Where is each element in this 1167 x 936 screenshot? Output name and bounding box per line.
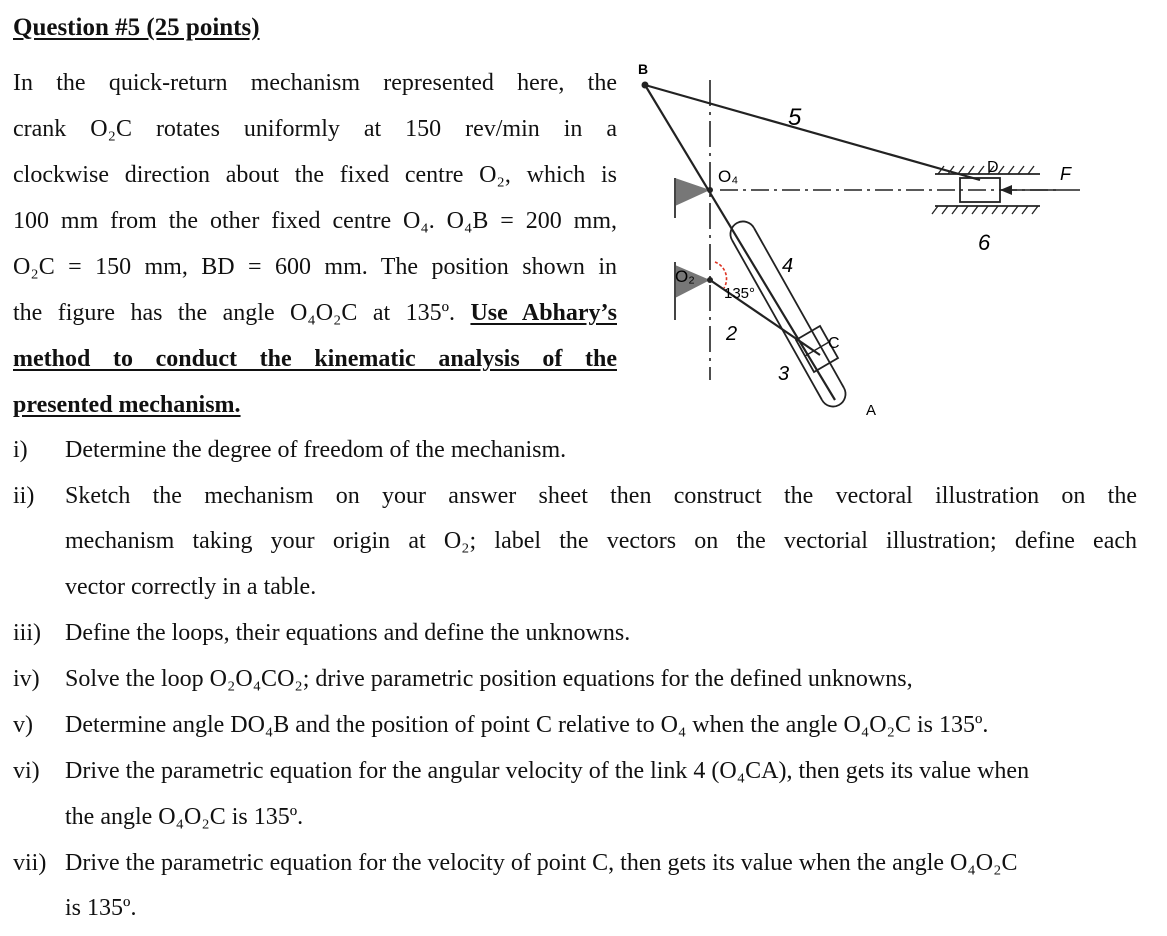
question-text: the angle O₄O₂C is 135º. xyxy=(65,804,304,830)
label-f: F xyxy=(1060,164,1071,184)
question-text: mechanism taking your origin at O₂; label the vectors on the vectorial illustration; define each xyxy=(65,528,1137,554)
question-number: vii) xyxy=(13,850,47,876)
question-text: Solve the loop O₂O₄CO₂; drive parametric position equations for the defined unknowns, xyxy=(65,666,913,692)
label-o4: O₄ xyxy=(718,167,739,186)
joint-o2 xyxy=(707,277,713,283)
intro-line: In the quick-return mechanism represented here, the xyxy=(13,70,617,96)
instruction-emphasis-line: presented mechanism. xyxy=(13,392,241,418)
link-4-rocker xyxy=(645,85,835,400)
question-text: is 135º. xyxy=(65,895,137,921)
intro-line: clockwise direction about the fixed centre O₂, which is xyxy=(13,162,617,188)
question-text: vector correctly in a table. xyxy=(65,574,317,600)
label-c: C xyxy=(828,335,840,352)
label-o2: O₂ xyxy=(675,267,695,286)
link-number-4: 4 xyxy=(782,255,794,277)
question-number: i) xyxy=(13,437,28,463)
link-number-6: 6 xyxy=(978,230,991,255)
question-text: Drive the parametric equation for the velocity of point C, then gets its value when the angle O₄O₂C xyxy=(65,850,1018,876)
link-5-connecting-rod xyxy=(645,85,980,180)
angle-label: 135° xyxy=(724,285,756,302)
intro-line: O₂C = 150 mm, BD = 600 mm. The position shown in xyxy=(13,254,617,280)
question-text: Drive the parametric equation for the angular velocity of the link 4 (O₄CA), then gets its value when xyxy=(65,758,1030,784)
instruction-emphasis-line: method to conduct the kinematic analysis of the xyxy=(13,346,617,372)
intro-line: crank O₂C rotates uniformly at 150 rev/min in a xyxy=(13,116,617,142)
intro-line xyxy=(13,290,617,336)
mechanism-figure xyxy=(620,50,1090,440)
question-number: iii) xyxy=(13,620,41,646)
force-arrow xyxy=(1000,185,1080,195)
joint-o4 xyxy=(707,187,713,193)
label-a: A xyxy=(866,402,877,419)
question-text: Define the loops, their equations and define the unknowns. xyxy=(65,620,631,646)
question-text: Sketch the mechanism on your answer sheet then construct the vectoral illustration on the xyxy=(65,483,1137,509)
question-number: iv) xyxy=(13,666,40,692)
link-number-3: 3 xyxy=(778,363,790,385)
intro-paragraph xyxy=(13,60,617,428)
link-number-5: 5 xyxy=(788,104,802,131)
intro-line-text: the figure has the angle O₄O₂C at 135º. xyxy=(13,300,456,326)
intro-line: 100 mm from the other fixed centre O₄. O₄B = 200 mm, xyxy=(13,208,617,234)
question-text: Determine angle DO₄B and the position of point C relative to O₄ when the angle O₄O₂C is 135º. xyxy=(65,712,989,738)
question-number: ii) xyxy=(13,483,35,509)
question-text: Determine the degree of freedom of the mechanism. xyxy=(65,437,567,463)
label-d: D xyxy=(987,159,999,176)
slider-guide-bottom xyxy=(932,206,1040,214)
link-number-2: 2 xyxy=(726,323,738,345)
question-number: v) xyxy=(13,712,33,738)
instruction-emphasis: Use Abhary’s xyxy=(470,300,617,326)
joint-b xyxy=(642,82,649,89)
label-b: B xyxy=(638,61,649,77)
question-title: Question #5 (25 points) xyxy=(13,14,260,41)
question-number: vi) xyxy=(13,758,40,784)
